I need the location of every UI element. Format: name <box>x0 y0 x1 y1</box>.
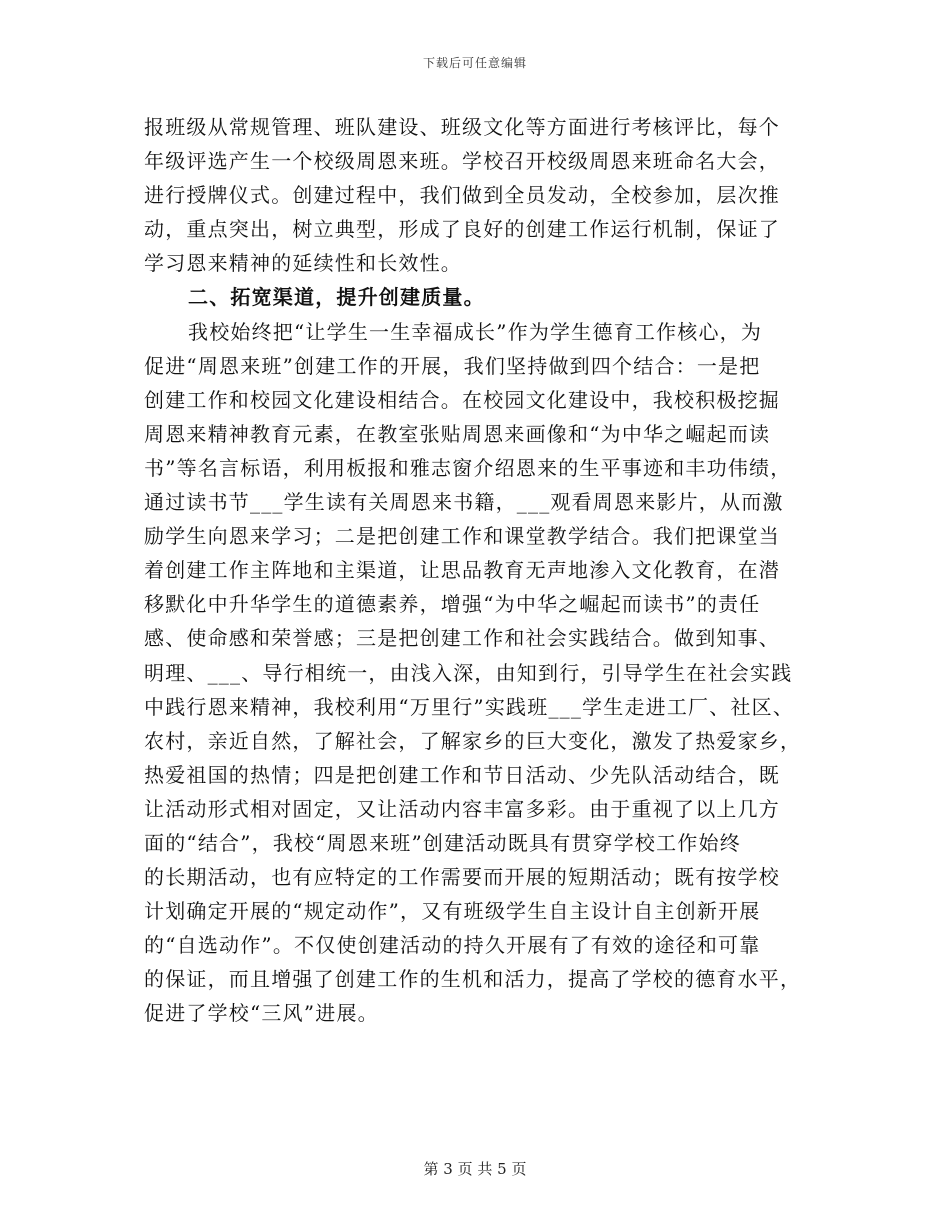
body-line: 年级评选产生一个校级周恩来班。学校召开校级周恩来班命名大会， <box>144 149 780 174</box>
body-line: 周恩来精神教育元素，在教室张贴周恩来画像和“为中华之崛起而读 <box>144 421 771 446</box>
body-line: 明理、___、导行相统一，由浅入深，由知到行，引导学生在社会实践 <box>144 660 793 685</box>
body-line: 计划确定开展的“规定动作”，又有班级学生自主设计自主创新开展 <box>144 899 761 924</box>
body-line: 的“自选动作”。不仅使创建活动的持久开展有了有效的途径和可靠 <box>144 933 761 958</box>
section-heading: 二、拓宽渠道，提升创建质量。 <box>188 285 485 310</box>
body-line: 着创建工作主阵地和主渠道，让思品教育无声地渗入文化教育，在潜 <box>144 558 780 583</box>
body-line: 感、使命感和荣誉感；三是把创建工作和社会实践结合。做到知事、 <box>144 626 780 651</box>
body-line: 热爱祖国的热情；四是把创建工作和节日活动、少先队活动结合，既 <box>144 762 780 787</box>
body-line: 通过读书节___学生读有关周恩来书籍，___观看周恩来影片，从而激 <box>144 490 784 515</box>
body-line: 中践行恩来精神，我校利用“万里行”实践班___学生走进工厂、社区、 <box>144 694 795 719</box>
page-number: 第 3 页 共 5 页 <box>423 1160 527 1178</box>
body-line: 报班级从常规管理、班队建设、班级文化等方面进行考核评比，每个 <box>144 115 780 139</box>
body-line: 的长期活动，也有应特定的工作需要而开展的短期活动；既有按学校 <box>144 865 780 890</box>
body-line: 农村，亲近自然，了解社会，了解家乡的巨大变化，激发了热爱家乡， <box>144 728 802 753</box>
body-line: 让活动形式相对固定，又让活动内容丰富多彩。由于重视了以上几方 <box>144 796 780 821</box>
body-line: 动，重点突出，树立典型，形成了良好的创建工作运行机制，保证了 <box>144 217 780 242</box>
body-line: 书”等名言标语，利用板报和雅志窗介绍恩来的生平事迹和丰功伟绩， <box>144 455 792 480</box>
body-line: 学习恩来精神的延续性和长效性。 <box>144 251 462 276</box>
body-line: 进行授牌仪式。创建过程中，我们做到全员发动，全校参加，层次推 <box>144 183 780 208</box>
body-line: 面的“结合”，我校“周恩来班”创建活动既具有贯穿学校工作始终 <box>144 830 741 855</box>
document-body <box>144 110 844 1031</box>
body-line: 创建工作和校园文化建设相结合。在校园文化建设中，我校积极挖掘 <box>144 387 780 412</box>
body-line: 励学生向恩来学习；二是把创建工作和课堂教学结合。我们把课堂当 <box>144 524 780 549</box>
body-line: 促进“周恩来班”创建工作的开展，我们坚持做到四个结合：一是把 <box>144 353 761 378</box>
page-header-note: 下载后可任意编辑 <box>422 56 527 70</box>
body-line: 的保证，而且增强了创建工作的生机和活力，提高了学校的德育水平， <box>144 967 802 992</box>
body-line: 我校始终把“让学生一生幸福成长”作为学生德育工作核心，为 <box>188 319 763 344</box>
body-line: 促进了学校“三风”进展。 <box>144 1001 379 1026</box>
body-line: 移默化中升华学生的道德素养，增强“为中华之崛起而读书”的责任 <box>144 592 761 617</box>
